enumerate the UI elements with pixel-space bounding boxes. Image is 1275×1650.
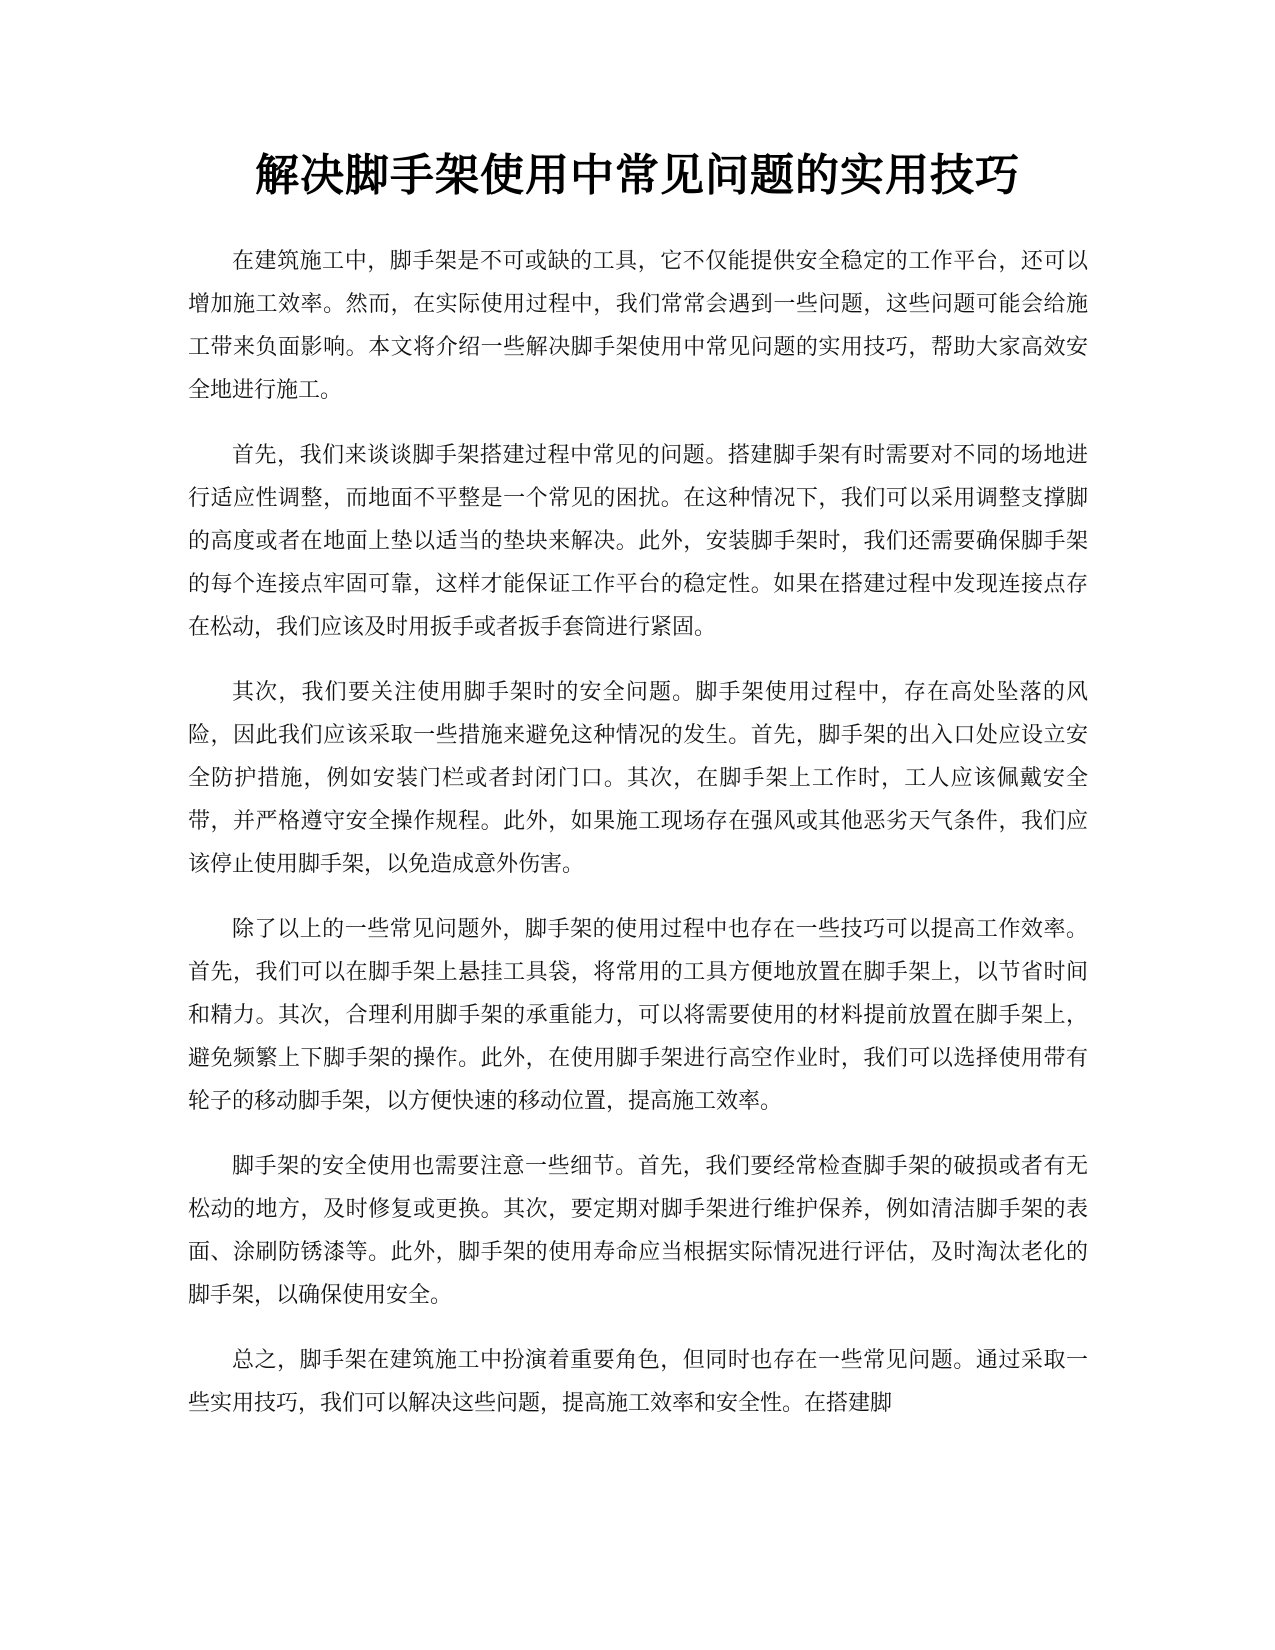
paragraph-efficiency-tips: 除了以上的一些常见问题外，脚手架的使用过程中也存在一些技巧可以提高工作效率。首先，我们可以在脚手架上悬挂工具袋，将常用的工具方便地放置在脚手架上，以节省时间和精力。其次，合理利用脚手架的承重能力，可以将需要使用的材料提前放置在脚手架上，避免频繁上下脚手架的操作。此外，在使用脚手架进行高空作业时，我们可以选择使用带有轮子的移动脚手架，以方便快速的移动位置，提高施工效率。 (188, 917, 1088, 1114)
paragraph-conclusion: 总之，脚手架在建筑施工中扮演着重要角色，但同时也存在一些常见问题。通过采取一些实用技巧，我们可以解决这些问题，提高施工效率和安全性。在搭建脚 (188, 1348, 1088, 1416)
paragraph-setup-issues: 首先，我们来谈谈脚手架搭建过程中常见的问题。搭建脚手架有时需要对不同的场地进行适应性调整，而地面不平整是一个常见的困扰。在这种情况下，我们可以采用调整支撑脚的高度或者在地面上垫以适当的垫块来解决。此外，安装脚手架时，我们还需要确保脚手架的每个连接点牢固可靠，这样才能保证工作平台的稳定性。如果在搭建过程中发现连接点存在松动，我们应该及时用扳手或者扳手套筒进行紧固。 (188, 443, 1088, 640)
paragraph-intro: 在建筑施工中，脚手架是不可或缺的工具，它不仅能提供安全稳定的工作平台，还可以增加施工效率。然而，在实际使用过程中，我们常常会遇到一些问题，这些问题可能会给施工带来负面影响。本文将介绍一些解决脚手架使用中常见问题的实用技巧，帮助大家高效安全地进行施工。 (188, 249, 1088, 403)
paragraph-maintenance: 脚手架的安全使用也需要注意一些细节。首先，我们要经常检查脚手架的破损或者有无松动的地方，及时修复或更换。其次，要定期对脚手架进行维护保养，例如清洁脚手架的表面、涂刷防锈漆等。此外，脚手架的使用寿命应当根据实际情况进行评估，及时淘汰老化的脚手架，以确保使用安全。 (188, 1154, 1088, 1308)
document-title: 解决脚手架使用中常见问题的实用技巧 (255, 150, 1020, 201)
document-body (188, 240, 1088, 1447)
paragraph-safety-issues: 其次，我们要关注使用脚手架时的安全问题。脚手架使用过程中，存在高处坠落的风险，因此我们应该采取一些措施来避免这种情况的发生。首先，脚手架的出入口处应设立安全防护措施，例如安装门栏或者封闭门口。其次，在脚手架上工作时，工人应该佩戴安全带，并严格遵守安全操作规程。此外，如果施工现场存在强风或其他恶劣天气条件，我们应该停止使用脚手架，以免造成意外伤害。 (188, 680, 1088, 877)
